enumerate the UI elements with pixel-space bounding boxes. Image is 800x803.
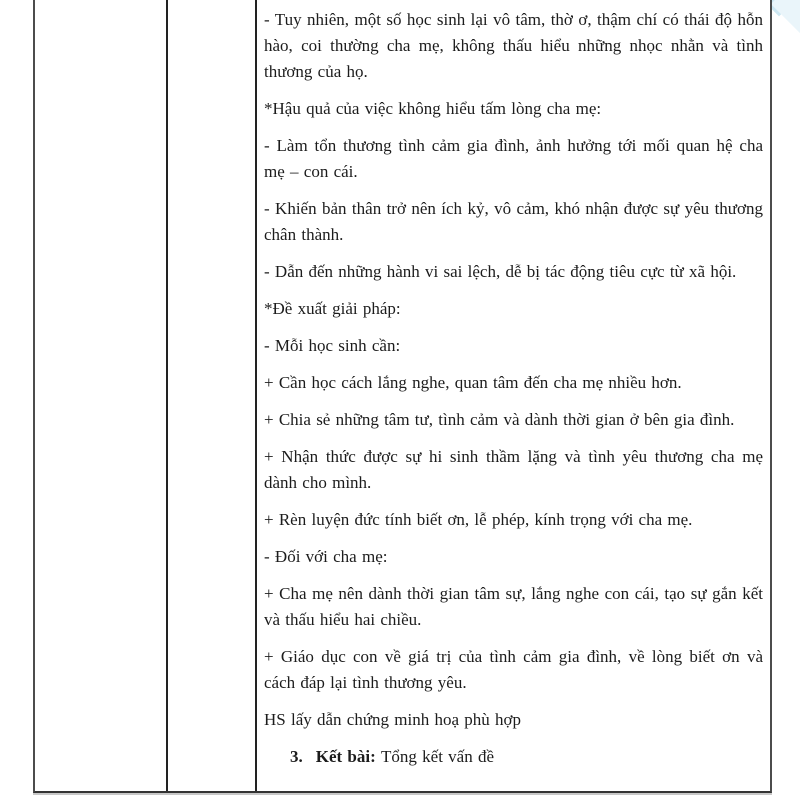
paragraph: - Tuy nhiên, một số học sinh lại vô tâm, thờ ơ, thậm chí có thái độ hỗn hào, coi thường cha mẹ, không thấu hiểu những nhọc nhằn và tình thương của họ. (264, 10, 763, 81)
paragraph: *Hậu quả của việc không hiểu tấm lòng cha mẹ: (264, 99, 602, 118)
list-number: 3. (290, 747, 303, 766)
numbered-list-item (264, 744, 763, 770)
paragraph: + Nhận thức được sự hi sinh thầm lặng và tình yêu thương cha mẹ dành cho mình. (264, 447, 763, 492)
paragraph: + Giáo dục con về giá trị của tình cảm gia đình, về lòng biết ơn và cách đáp lại tình thương yêu. (264, 647, 763, 692)
paragraph: - Khiến bản thân trở nên ích kỷ, vô cảm, khó nhận được sự yêu thương chân thành. (264, 199, 763, 244)
table-column-empty-1 (35, 0, 168, 791)
content-column (257, 0, 770, 791)
paragraph: - Đối với cha mẹ: (264, 547, 388, 566)
list-item-text: Tổng kết vấn đề (381, 747, 495, 766)
paragraph: - Dẫn đến những hành vi sai lệch, dễ bị tác động tiêu cực từ xã hội. (264, 262, 737, 281)
paragraph: + Rèn luyện đức tính biết ơn, lễ phép, kính trọng với cha mẹ. (264, 510, 693, 529)
paragraph: HS lấy dẫn chứng minh hoạ phù hợp (264, 710, 522, 729)
paragraph: - Làm tổn thương tình cảm gia đình, ảnh hưởng tới mối quan hệ cha mẹ – con cái. (264, 136, 763, 181)
corner-decoration (772, 0, 800, 80)
list-item-label: Kết bài: (315, 747, 382, 766)
document-table (33, 0, 772, 793)
paragraph: - Mỗi học sinh cần: (264, 336, 401, 355)
paragraph: + Cha mẹ nên dành thời gian tâm sự, lắng nghe con cái, tạo sự gắn kết và thấu hiểu hai chiều. (264, 584, 763, 629)
table-column-empty-2 (168, 0, 257, 791)
paragraphs-container (264, 7, 763, 770)
paragraph: + Cần học cách lắng nghe, quan tâm đến cha mẹ nhiều hơn. (264, 373, 682, 392)
diamond-shape-light (772, 0, 800, 35)
paragraph: + Chia sẻ những tâm tư, tình cảm và dành thời gian ở bên gia đình. (264, 410, 735, 429)
paragraph: *Đề xuất giải pháp: (264, 299, 401, 318)
